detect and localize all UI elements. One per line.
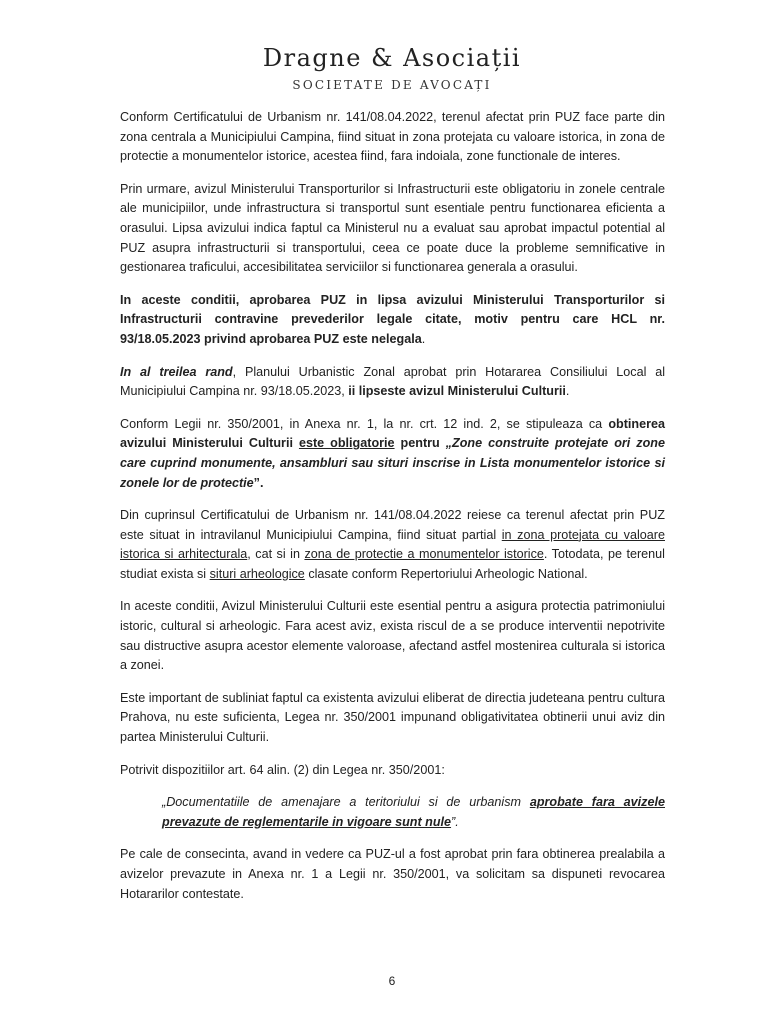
- paragraph-5-end: ”.: [253, 475, 264, 490]
- paragraph-6-text-3: . Totodata, pe terenul studiat exista si: [120, 547, 665, 581]
- paragraph-3: [120, 291, 665, 350]
- paragraph-4-end: .: [565, 384, 570, 399]
- paragraph-6-text-1: Din cuprinsul Certificatului de Urbanism nr. 141/08.04.2022 reiese ca terenul afectat prin PUZ este situat in intravilanul Municipiului Campina, fiind situat partial: [120, 508, 665, 542]
- paragraph-5-text: Conform Legii nr. 350/2001, in Anexa nr. 1, la nr. crt. 12 ind. 2, se stipuleaza ca: [120, 416, 609, 431]
- firm-subtitle: SOCIETATE DE AVOCAȚI: [292, 78, 492, 92]
- paragraph-4-bold: ii lipseste avizul Ministerului Culturii: [348, 384, 566, 399]
- legal-quote-bold-underlined: aprobate fara avizele prevazute de reglementarile in vigoare sunt nule: [162, 795, 665, 829]
- paragraph-7: In aceste conditii, Avizul Ministerului Culturii este esential pentru a asigura protectia patrimoniului istoric, cultural si arheologic. Fara acest aviz, exista riscul de a se produce interventii nepotrivite sau distructive asupra acestor elemente valoroase, afectand astfel mostenirea culturala si istorica a zonei.: [120, 599, 665, 673]
- paragraph-4: [120, 363, 665, 402]
- paragraph-4-text: , Planului Urbanistic Zonal aprobat prin Hotararea Consiliului Local al Municipiului Campina nr. 93/18.05.2023,: [120, 364, 666, 399]
- paragraph-6-underline-3: situri arheologice: [209, 566, 305, 581]
- letterhead: [0, 44, 784, 92]
- paragraph-2: Prin urmare, avizul Ministerului Transporturilor si Infrastructurii este obligatoriu in zonele centrale ale municipiilor, unde infrastructura si transportul sunt esentiale pentru functionarea eficienta a orasului. Lipsa avizului indica faptul ca Ministerul nu a evaluat sau aprobat impactul potential al PUZ asupra infrastructurii si transportului, ceea ce poate duce la probleme semnificative in gestionarea traficului, accesibilitatea serviciilor si functionarea generala a orasului.: [120, 181, 665, 275]
- paragraph-6-text-2: , cat si in: [247, 547, 305, 562]
- paragraph-5-bold-underlined: este obligatorie: [298, 436, 395, 451]
- legal-quote: [162, 793, 665, 832]
- paragraph-3-end: .: [421, 331, 426, 346]
- paragraph-5-bold-1: obtinerea avizului Ministerului Culturii: [120, 416, 665, 451]
- paragraph-5: [120, 415, 665, 493]
- paragraph-9: Potrivit dispozitiilor art. 64 alin. (2) din Legea nr. 350/2001:: [120, 762, 445, 777]
- paragraph-8: Este important de subliniat faptul ca existenta avizului eliberat de directia judeteana pentru cultura Prahova, nu este suficienta, Legea nr. 350/2001 impunand obligativitatea obtinerii unui aviz din partea Ministerului Culturii.: [120, 690, 665, 745]
- paragraph-3-bold: In aceste conditii, aprobarea PUZ in lipsa avizului Ministerului Transporturilor si Infrastructurii contravine prevederilor legale citate, motiv pentru care HCL nr. 93/18.05.2023 privind aprobarea PUZ este nelegala: [120, 292, 665, 346]
- paragraph-5-bold-italic: „Zone construite protejate ori zone care cuprind monumente, ansambluri sau situri inscrise in Lista monumentelor istorice si zonele lor de protectie: [120, 436, 665, 490]
- paragraph-6-underline-1: in zona protejata cu valoare istorica si arhitecturala: [120, 527, 665, 562]
- paragraph-1: Conform Certificatului de Urbanism nr. 141/08.04.2022, terenul afectat prin PUZ face parte din zona centrala a Municipiului Campina, fiind situat in zona protejata cu valoare istorica, in zona de protectie a monumentelor istorice, acestea fiind, fara indoiala, zone functionale de interes.: [120, 110, 665, 164]
- firm-name: Dragne & Asociații: [262, 44, 522, 72]
- legal-quote-text: „Documentatiile de amenajare a teritoriului si de urbanism: [162, 795, 530, 810]
- document-body: [120, 108, 665, 917]
- legal-quote-end: ”.: [451, 814, 459, 829]
- paragraph-6: [120, 506, 665, 584]
- paragraph-10: Pe cale de consecinta, avand in vedere ca PUZ-ul a fost aprobat prin fara obtinerea prealabila a avizelor prevazute in Anexa nr. 1 a Legii nr. 350/2001, va solicitam sa dispuneti revocarea Hotararilor contestate.: [120, 847, 665, 901]
- paragraph-6-underline-2: zona de protectie a monumentelor istorice: [304, 547, 544, 562]
- paragraph-4-lead: In al treilea rand: [120, 364, 233, 379]
- paragraph-6-text-4: clasate conform Repertoriului Arheologic National.: [304, 566, 588, 581]
- page-number: 6: [388, 974, 396, 988]
- paragraph-5-bold-2: pentru: [394, 436, 446, 451]
